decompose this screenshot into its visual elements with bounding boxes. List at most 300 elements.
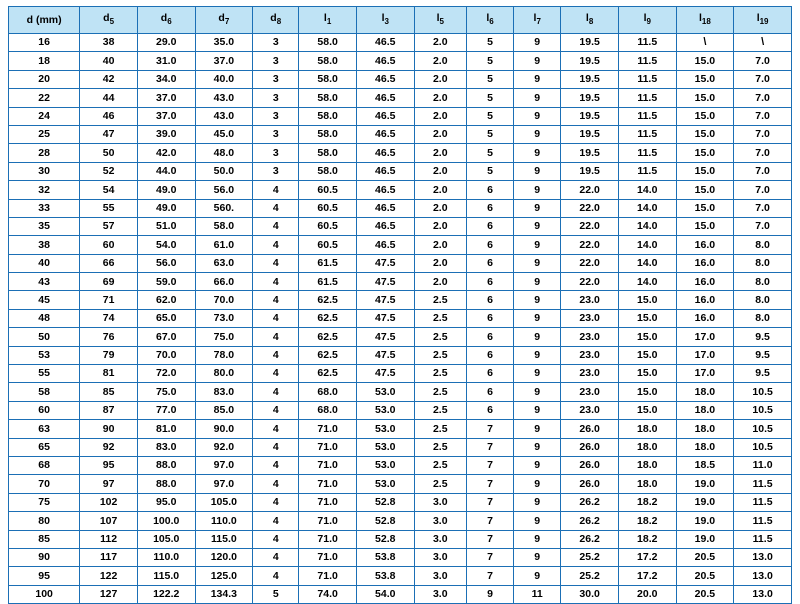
table-body (9, 34, 792, 604)
table-cell: 90 (80, 420, 138, 438)
table-cell: 67.0 (137, 328, 195, 346)
table-cell: 61.0 (195, 236, 253, 254)
table-cell: 66.0 (195, 273, 253, 291)
table-cell: 42.0 (137, 144, 195, 162)
table-cell: 5 (466, 144, 513, 162)
table-cell: 40 (9, 254, 80, 272)
table-cell: 60.5 (299, 217, 357, 235)
column-header-3 (195, 7, 253, 34)
table-header (9, 7, 792, 34)
column-header-4 (253, 7, 299, 34)
table-cell: 58.0 (299, 89, 357, 107)
table-cell: 15.0 (618, 383, 676, 401)
table-row (9, 144, 792, 162)
column-header-10 (561, 7, 619, 34)
table-cell: 43 (9, 273, 80, 291)
table-cell: 6 (466, 254, 513, 272)
table-cell: 5 (466, 34, 513, 52)
table-cell: 46.5 (356, 34, 414, 52)
table-cell: 2.5 (414, 401, 466, 419)
table-cell: 4 (253, 254, 299, 272)
table-cell: 560. (195, 199, 253, 217)
table-cell: 92.0 (195, 438, 253, 456)
table-cell: 6 (466, 365, 513, 383)
table-cell: 53.0 (356, 475, 414, 493)
table-cell: 47.5 (356, 346, 414, 364)
column-header-2 (137, 7, 195, 34)
table-cell: 63 (9, 420, 80, 438)
table-cell: 61.5 (299, 254, 357, 272)
table-cell: 71.0 (299, 530, 357, 548)
table-cell: 48 (9, 309, 80, 327)
table-cell: 2.5 (414, 456, 466, 474)
table-cell: 22.0 (561, 254, 619, 272)
table-cell: 85 (80, 383, 138, 401)
table-cell: 62.0 (137, 291, 195, 309)
table-cell: 30.0 (561, 585, 619, 603)
table-cell: 6 (466, 291, 513, 309)
table-cell: 22.0 (561, 199, 619, 217)
table-cell: 7 (466, 420, 513, 438)
table-cell: 3 (253, 89, 299, 107)
table-cell: 72.0 (137, 365, 195, 383)
table-cell: 9 (514, 52, 561, 70)
table-cell: 60.5 (299, 236, 357, 254)
table-cell: 5 (466, 70, 513, 88)
table-cell: 71.0 (299, 420, 357, 438)
table-cell: 40 (80, 52, 138, 70)
table-cell: 20.5 (676, 567, 734, 585)
table-cell: 17.2 (618, 567, 676, 585)
table-cell: 11.5 (734, 530, 792, 548)
table-cell: 2.0 (414, 89, 466, 107)
column-header-subscript: 3 (384, 17, 389, 27)
table-cell: 15.0 (618, 309, 676, 327)
table-cell: 2.0 (414, 34, 466, 52)
table-row (9, 383, 792, 401)
table-cell: 53.0 (356, 438, 414, 456)
table-row (9, 52, 792, 70)
table-cell: 9.5 (734, 365, 792, 383)
table-cell: 79 (80, 346, 138, 364)
column-header-8 (466, 7, 513, 34)
column-header-label: l (486, 12, 490, 25)
table-cell: 88.0 (137, 456, 195, 474)
table-cell: 14.0 (618, 181, 676, 199)
table-cell: 74.0 (299, 585, 357, 603)
table-cell: 2.0 (414, 162, 466, 180)
table-cell: 3 (253, 52, 299, 70)
table-cell: 71.0 (299, 567, 357, 585)
table-cell: 95 (9, 567, 80, 585)
table-cell: 7.0 (734, 52, 792, 70)
table-cell: 9 (514, 548, 561, 566)
table-cell: 39.0 (137, 125, 195, 143)
table-cell: 18.2 (618, 493, 676, 511)
column-header-subscript: 8 (588, 17, 594, 27)
table-cell: 60.5 (299, 199, 357, 217)
table-cell: 4 (253, 217, 299, 235)
table-cell: 9 (514, 456, 561, 474)
column-header-subscript: 5 (439, 17, 444, 27)
table-cell: 11.5 (734, 493, 792, 511)
table-cell: 9 (514, 383, 561, 401)
empty-value-slash: \ (761, 36, 765, 49)
table-cell: 19.0 (676, 530, 734, 548)
table-cell: 7 (466, 512, 513, 530)
table-row (9, 420, 792, 438)
table-cell: 26.0 (561, 475, 619, 493)
table-cell: 3.0 (414, 585, 466, 603)
table-cell: 81 (80, 365, 138, 383)
table-cell: 47.5 (356, 328, 414, 346)
table-cell: 49.0 (137, 199, 195, 217)
table-cell: 13.0 (734, 567, 792, 585)
column-header-label: d (mm) (26, 13, 62, 26)
table-cell: 110.0 (137, 548, 195, 566)
table-cell: 6 (466, 401, 513, 419)
table-cell: 3 (253, 70, 299, 88)
table-cell: 10.5 (734, 401, 792, 419)
table-cell: 9 (514, 493, 561, 511)
table-cell: 105.0 (137, 530, 195, 548)
table-cell: 13.0 (734, 585, 792, 603)
table-cell: 24 (9, 107, 80, 125)
table-cell: 97.0 (195, 475, 253, 493)
column-header-7 (414, 7, 466, 34)
table-cell: 9 (514, 365, 561, 383)
table-cell: 68.0 (299, 383, 357, 401)
table-cell: 19.5 (561, 162, 619, 180)
column-header-subscript: 8 (276, 17, 282, 27)
table-cell: 50 (80, 144, 138, 162)
table-cell: 44.0 (137, 162, 195, 180)
table-cell: 8.0 (734, 309, 792, 327)
table-cell: 53.0 (356, 420, 414, 438)
column-header-label: l (698, 12, 702, 25)
table-cell: 15.0 (676, 107, 734, 125)
table-cell: 2.5 (414, 291, 466, 309)
table-cell: 11.5 (618, 162, 676, 180)
table-cell: 11.5 (734, 512, 792, 530)
table-cell: 52.8 (356, 530, 414, 548)
table-cell: 30 (9, 162, 80, 180)
table-cell: 2.0 (414, 217, 466, 235)
table-cell: 3 (253, 107, 299, 125)
table-cell: 61.5 (299, 273, 357, 291)
table-cell: 3.0 (414, 493, 466, 511)
table-cell: 11.5 (618, 107, 676, 125)
table-cell: 54.0 (137, 236, 195, 254)
table-cell: 16.0 (676, 291, 734, 309)
table-cell: 19.0 (676, 512, 734, 530)
table-cell: 4 (253, 309, 299, 327)
table-cell: 9 (514, 162, 561, 180)
table-cell: 2.0 (414, 52, 466, 70)
table-cell: 23.0 (561, 291, 619, 309)
column-header-label: d (103, 12, 110, 25)
table-cell: 3 (253, 34, 299, 52)
table-cell: 54 (80, 181, 138, 199)
table-cell: 10.5 (734, 383, 792, 401)
table-cell: 7.0 (734, 125, 792, 143)
table-cell: 31.0 (137, 52, 195, 70)
table-cell: 15.0 (618, 365, 676, 383)
table-cell: 52.8 (356, 493, 414, 511)
table-cell: 9 (514, 70, 561, 88)
table-cell: 58.0 (299, 125, 357, 143)
table-cell: 17.0 (676, 328, 734, 346)
table-cell: 20.5 (676, 585, 734, 603)
table-cell: 9 (514, 199, 561, 217)
table-row (9, 328, 792, 346)
table-cell: 17.0 (676, 365, 734, 383)
table-cell: 22 (9, 89, 80, 107)
table-cell: 7 (466, 438, 513, 456)
table-cell: 56.0 (137, 254, 195, 272)
table-cell: 10.5 (734, 420, 792, 438)
table-cell: 18.0 (676, 438, 734, 456)
table-cell: 9 (514, 107, 561, 125)
table-cell: 35.0 (195, 34, 253, 52)
table-cell: 9 (514, 346, 561, 364)
table-cell: 20 (9, 70, 80, 88)
table-cell: 58.0 (299, 34, 357, 52)
table-row (9, 217, 792, 235)
table-cell: 9 (514, 512, 561, 530)
table-cell: 40.0 (195, 70, 253, 88)
table-cell: 45 (9, 291, 80, 309)
table-cell: 7 (466, 493, 513, 511)
table-cell: 62.5 (299, 328, 357, 346)
table-cell: 15.0 (676, 125, 734, 143)
table-cell: 90.0 (195, 420, 253, 438)
table-cell: 65.0 (137, 309, 195, 327)
empty-value-slash: \ (703, 36, 707, 49)
column-header-13 (734, 7, 792, 34)
table-cell: 45.0 (195, 125, 253, 143)
table-cell: 74 (80, 309, 138, 327)
column-header-label: l (323, 12, 327, 25)
table-cell: 23.0 (561, 346, 619, 364)
table-cell: 19.0 (676, 493, 734, 511)
table-cell: 46.5 (356, 144, 414, 162)
table-cell: 46.5 (356, 181, 414, 199)
table-cell: 9 (514, 236, 561, 254)
table-cell: 58.0 (195, 217, 253, 235)
table-cell: 16.0 (676, 254, 734, 272)
table-cell: 9 (514, 89, 561, 107)
table-cell: 9.5 (734, 346, 792, 364)
table-cell: 68 (9, 456, 80, 474)
table-cell: 9 (514, 181, 561, 199)
table-row (9, 493, 792, 511)
table-cell: 15.0 (676, 70, 734, 88)
table-cell: 22.0 (561, 181, 619, 199)
table-cell: 19.0 (676, 475, 734, 493)
table-cell: 37.0 (195, 52, 253, 70)
table-cell: 62.5 (299, 365, 357, 383)
table-cell: 16 (9, 34, 80, 52)
table-cell: 6 (466, 273, 513, 291)
table-cell: 46 (80, 107, 138, 125)
table-cell: 15.0 (676, 181, 734, 199)
table-cell: 76 (80, 328, 138, 346)
table-cell: 2.0 (414, 236, 466, 254)
table-cell: 43.0 (195, 89, 253, 107)
table-cell: 125.0 (195, 567, 253, 585)
table-row (9, 236, 792, 254)
table-cell: 4 (253, 475, 299, 493)
table-cell: 5 (466, 125, 513, 143)
table-cell: 83.0 (195, 383, 253, 401)
table-cell: 134.3 (195, 585, 253, 603)
table-cell: 59.0 (137, 273, 195, 291)
table-cell (676, 34, 734, 52)
table-cell: 7.0 (734, 199, 792, 217)
table-cell: 6 (466, 383, 513, 401)
table-cell: 53.0 (356, 383, 414, 401)
table-cell: 4 (253, 456, 299, 474)
table-cell: 47.5 (356, 291, 414, 309)
table-cell: 15.0 (676, 199, 734, 217)
table-cell: 71.0 (299, 438, 357, 456)
table-cell: 7.0 (734, 144, 792, 162)
table-cell: 10.5 (734, 438, 792, 456)
table-cell: 6 (466, 199, 513, 217)
column-header-subscript: 6 (167, 17, 172, 27)
table-cell: 58.0 (299, 144, 357, 162)
table-cell: 6 (466, 328, 513, 346)
table-cell: 9 (514, 291, 561, 309)
table-cell: 11.5 (618, 52, 676, 70)
table-cell: 50 (9, 328, 80, 346)
table-cell: 7.0 (734, 107, 792, 125)
table-cell: 2.5 (414, 365, 466, 383)
table-cell: 11.5 (618, 34, 676, 52)
table-cell: 15.0 (618, 346, 676, 364)
table-cell: 11.5 (618, 144, 676, 162)
table-cell: 4 (253, 291, 299, 309)
column-header-subscript: 7 (536, 17, 541, 27)
table-row (9, 199, 792, 217)
table-cell: 22.0 (561, 217, 619, 235)
table-cell: 15.0 (676, 162, 734, 180)
table-row (9, 254, 792, 272)
table-cell: 7.0 (734, 181, 792, 199)
table-cell: 23.0 (561, 383, 619, 401)
table-cell: 19.5 (561, 52, 619, 70)
table-row (9, 125, 792, 143)
table-row (9, 512, 792, 530)
column-header-label: l (533, 12, 537, 25)
table-cell: 122 (80, 567, 138, 585)
table-cell: 26.2 (561, 530, 619, 548)
table-cell: 2.0 (414, 254, 466, 272)
table-row (9, 567, 792, 585)
column-header-label: l (381, 12, 385, 25)
table-row (9, 456, 792, 474)
table-cell: 18.0 (676, 401, 734, 419)
table-cell: 117 (80, 548, 138, 566)
table-cell: 19.5 (561, 144, 619, 162)
table-cell: 102 (80, 493, 138, 511)
table-cell: 23.0 (561, 309, 619, 327)
table-cell: 58.0 (299, 107, 357, 125)
table-row (9, 89, 792, 107)
table-cell: 9 (514, 420, 561, 438)
table-cell: 58 (9, 383, 80, 401)
table-cell: 2.5 (414, 420, 466, 438)
table-cell: 6 (466, 217, 513, 235)
table-cell: 8.0 (734, 236, 792, 254)
column-header-subscript: 5 (109, 17, 115, 27)
table-cell: 26.2 (561, 512, 619, 530)
table-cell: 4 (253, 567, 299, 585)
table-cell: 2.0 (414, 107, 466, 125)
table-cell: 42 (80, 70, 138, 88)
table-cell: 19.5 (561, 89, 619, 107)
table-cell: 18.2 (618, 530, 676, 548)
table-cell: 18.0 (676, 420, 734, 438)
table-cell: 97.0 (195, 456, 253, 474)
table-cell: 68.0 (299, 401, 357, 419)
table-cell: 2.0 (414, 199, 466, 217)
table-cell: 95.0 (137, 493, 195, 511)
table-cell: 52.8 (356, 512, 414, 530)
table-cell: 75.0 (137, 383, 195, 401)
table-cell: 9 (514, 438, 561, 456)
table-cell: 62.5 (299, 291, 357, 309)
table-cell: 7.0 (734, 217, 792, 235)
table-cell: 4 (253, 273, 299, 291)
table-cell: 7 (466, 567, 513, 585)
table-cell: 47.5 (356, 365, 414, 383)
column-header-label: d (270, 12, 277, 25)
table-cell: 53 (9, 346, 80, 364)
table-cell: 9 (514, 125, 561, 143)
table-cell: 3 (253, 125, 299, 143)
table-cell: 25 (9, 125, 80, 143)
column-header-label: l (585, 12, 589, 25)
table-cell: 19.5 (561, 125, 619, 143)
table-cell: 28 (9, 144, 80, 162)
table-cell: 19.5 (561, 70, 619, 88)
table-cell: 6 (466, 181, 513, 199)
table-cell: 47.5 (356, 309, 414, 327)
table-cell: 23.0 (561, 328, 619, 346)
table-cell: 37.0 (137, 107, 195, 125)
table-cell: 26.0 (561, 456, 619, 474)
table-cell: 115.0 (137, 567, 195, 585)
table-cell: 4 (253, 199, 299, 217)
table-cell: 11.5 (618, 70, 676, 88)
table-cell: 46.5 (356, 217, 414, 235)
column-header-1 (80, 7, 138, 34)
table-cell: 7 (466, 475, 513, 493)
table-cell: 15.0 (676, 52, 734, 70)
table-cell: 53.0 (356, 401, 414, 419)
table-cell: 14.0 (618, 217, 676, 235)
table-cell: 3 (253, 144, 299, 162)
table-cell: 15.0 (618, 328, 676, 346)
table-cell: 55 (9, 365, 80, 383)
table-cell: 6 (466, 346, 513, 364)
table-cell: 29.0 (137, 34, 195, 52)
table-row (9, 162, 792, 180)
table-cell: 77.0 (137, 401, 195, 419)
table-cell: 9 (514, 144, 561, 162)
